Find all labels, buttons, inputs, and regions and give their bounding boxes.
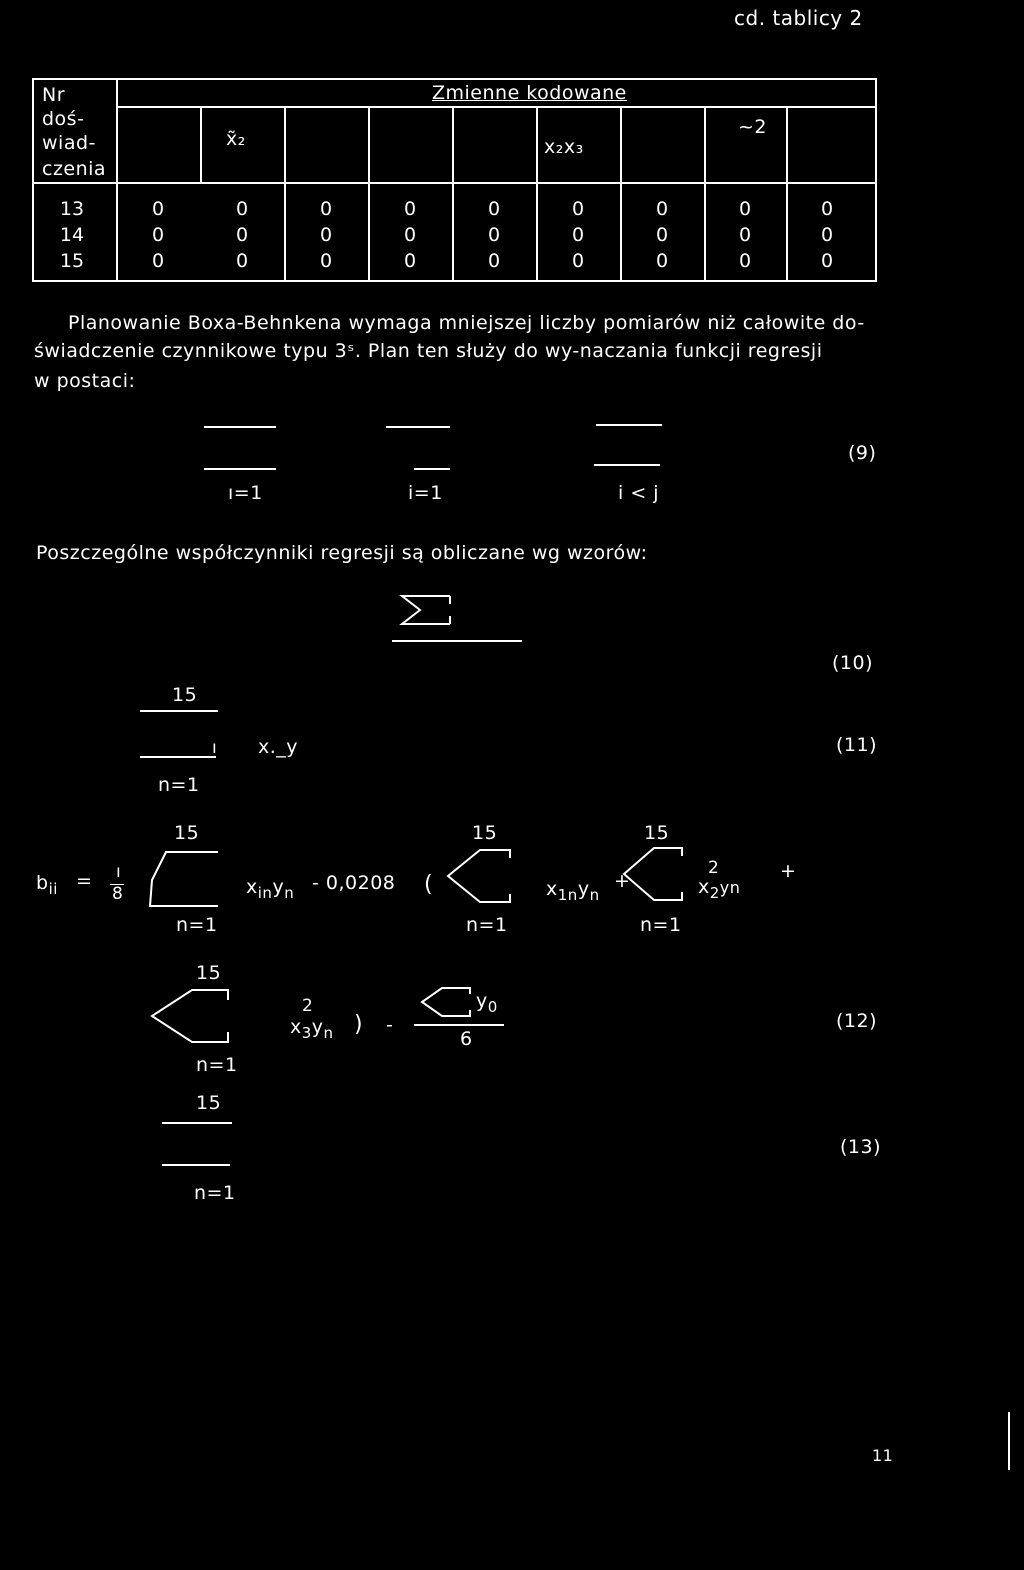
table-cell: 0 — [319, 198, 333, 220]
eq9-index-2: i=1 — [408, 482, 443, 504]
eq11-label: (11) — [836, 734, 878, 756]
eq12-label: (12) — [836, 1010, 878, 1032]
summation-sign — [398, 592, 458, 632]
eq12-upper-1: 15 — [174, 822, 200, 844]
summation-sign — [618, 844, 690, 906]
header-dos: doś- — [42, 108, 85, 130]
table-cell: 0 — [319, 250, 333, 272]
table-cell: 0 — [487, 198, 501, 220]
eq12-coefficient: - 0,0208 — [312, 872, 396, 894]
table-cell: 0 — [403, 224, 417, 246]
eq9-index-3: i < j — [618, 482, 660, 504]
eq13-upper: 15 — [196, 1092, 222, 1114]
eq11-term: x._y — [258, 736, 299, 758]
table-cell: 0 — [403, 198, 417, 220]
table-cell: 0 — [820, 224, 834, 246]
group-title: Zmienne kodowane — [432, 82, 627, 104]
eq12-lower-1: n=1 — [176, 914, 218, 936]
table-cell: 0 — [319, 224, 333, 246]
table-cell: 0 — [571, 250, 585, 272]
eq12-line2-rparen: ) — [354, 1012, 364, 1037]
eq12-upper-2: 15 — [472, 822, 498, 844]
eq12-line2-upper: 15 — [196, 962, 222, 984]
eq9-index-1: ı=1 — [228, 482, 263, 504]
eq12-term-1: $x_{in}y_n$ — [246, 876, 295, 902]
continuation-label: cd. tablicy 2 — [734, 6, 863, 30]
table-cell: 0 — [738, 250, 752, 272]
eq12-y0-den: 6 — [460, 1028, 473, 1050]
eq9-label: (9) — [848, 442, 877, 464]
table-cell: 0 — [235, 224, 249, 246]
eq12-lparen: ( — [424, 872, 434, 897]
eq12-lower-3: n=1 — [640, 914, 682, 936]
table-cell: 0 — [820, 198, 834, 220]
eq12-frac-den: 8 — [112, 884, 123, 904]
eq12-plus: + — [614, 870, 631, 892]
table-cell: 0 — [487, 224, 501, 246]
eq12-equals: = — [76, 870, 93, 892]
eq12-upper-3: 15 — [644, 822, 670, 844]
eq12-term-3: $x_2yn$ — [698, 876, 741, 902]
eq12-lhs: $b_{ii}$ — [36, 872, 58, 898]
eq13-lower: n=1 — [194, 1182, 236, 1204]
table-cell: 0 — [655, 250, 669, 272]
page-number: 11 — [872, 1446, 894, 1465]
header-nr: Nr — [42, 84, 66, 106]
paragraph-line-3: w postaci: — [34, 370, 136, 392]
row-nr: 15 — [59, 250, 85, 272]
coefficients-intro: Poszczególne współczynniki regresji są obliczane wg wzorów: — [36, 542, 648, 564]
table-cell: 0 — [235, 198, 249, 220]
paragraph-line-1: Planowanie Boxa-Behnkena wymaga mniejszej liczby pomiarów niż całowite do- — [68, 312, 865, 334]
eq12-trailing-plus: + — [780, 860, 797, 882]
eq12-square: 2 — [708, 858, 719, 878]
summation-sign — [418, 984, 478, 1026]
eq12-line2-lower: n=1 — [196, 1054, 238, 1076]
summation-sign — [440, 846, 520, 908]
subheader-sq: ~2 — [738, 116, 768, 138]
eq12-line2-square: 2 — [302, 996, 313, 1016]
table-cell: 0 — [151, 198, 165, 220]
eq12-y0: $y_0$ — [476, 990, 498, 1016]
eq11-tick: ı — [212, 738, 217, 758]
eq12-lower-2: n=1 — [466, 914, 508, 936]
table-cell: 0 — [820, 250, 834, 272]
subheader-x2-tilde: x̃₂ — [226, 128, 246, 150]
summation-sign — [144, 848, 224, 910]
header-wiad: wiad- — [42, 132, 96, 154]
eq12-line2-minus: - — [386, 1014, 394, 1036]
edge-mark — [1008, 1412, 1010, 1470]
header-czenia: czenia — [42, 158, 107, 180]
paragraph-line-2: świadczenie czynnikowe typu 3ˢ. Plan ten służy do wy-naczania funkcji regresji — [34, 340, 823, 362]
row-nr: 14 — [59, 224, 85, 246]
eq12-line2-term: $x_3y_n$ — [290, 1016, 334, 1042]
table-cell: 0 — [151, 224, 165, 246]
table-cell: 0 — [655, 198, 669, 220]
eq11-lower: n=1 — [158, 774, 200, 796]
table-cell: 0 — [738, 198, 752, 220]
table-cell: 0 — [738, 224, 752, 246]
eq12-term-2: $x_{1n}y_n$ — [546, 878, 600, 904]
eq10-label: (10) — [832, 652, 874, 674]
eq13-label: (13) — [840, 1136, 882, 1158]
eq11-upper: 15 — [172, 684, 198, 706]
table-cell: 0 — [151, 250, 165, 272]
eq12-frac-num: ı — [116, 862, 121, 882]
table-cell: 0 — [403, 250, 417, 272]
table-cell: 0 — [487, 250, 501, 272]
table-cell: 0 — [571, 224, 585, 246]
subheader-x2x3: x₂x₃ — [544, 136, 584, 158]
table-cell: 0 — [235, 250, 249, 272]
coded-variables-table — [32, 78, 877, 282]
summation-sign — [144, 986, 236, 1048]
row-nr: 13 — [59, 198, 85, 220]
table-cell: 0 — [655, 224, 669, 246]
table-cell: 0 — [571, 198, 585, 220]
